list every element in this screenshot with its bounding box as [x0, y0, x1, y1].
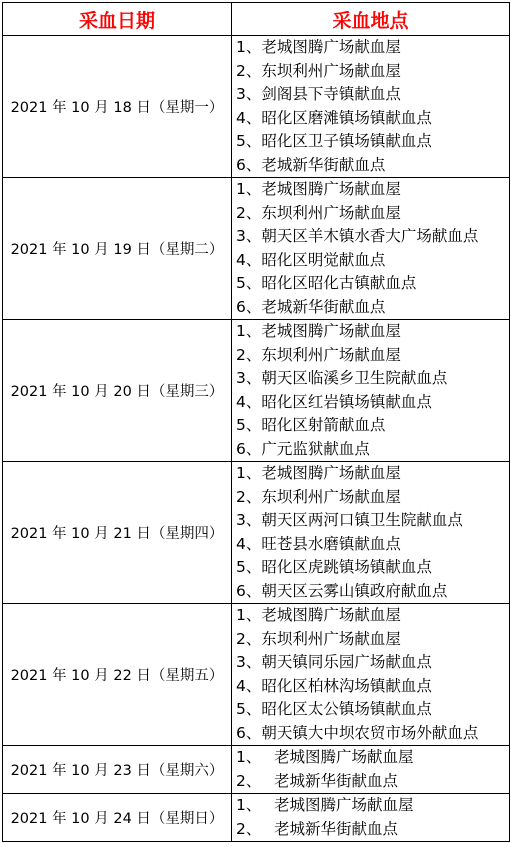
list-item-place-name: 旺苍县水磨镇献血点 [261, 534, 401, 553]
list-item [236, 60, 509, 84]
list-item-place-name: 老城新华街献血点 [274, 819, 399, 838]
collection-date: 2021 年 10 月 23 日（星期六） [3, 746, 232, 794]
list-item-place-name: 老城图腾广场献血屋 [261, 322, 401, 340]
collection-places [232, 320, 510, 462]
list-item-place-name: 朝天区两河口镇卫生院献血点 [261, 511, 463, 529]
list-item-number: 5、 [236, 274, 262, 292]
list-item-place-name: 昭化区卫子镇场镇献血点 [261, 132, 432, 150]
table-row [3, 320, 510, 462]
collection-places [232, 604, 510, 746]
collection-date: 2021 年 10 月 21 日（星期四） [3, 462, 232, 604]
list-item-number: 1、 [236, 38, 262, 56]
list-item-place-name: 东坝利州广场献血屋 [261, 61, 401, 80]
list-item-number: 4、 [236, 108, 262, 127]
list-item-place-name: 剑阁县下寺镇献血点 [261, 85, 401, 103]
list-item [236, 225, 509, 249]
table-row [3, 462, 510, 604]
list-item [236, 296, 509, 320]
list-item [236, 438, 509, 462]
list-item [236, 36, 509, 60]
list-item-number: 4、 [236, 534, 262, 553]
collection-date: 2021 年 10 月 22 日（星期五） [3, 604, 232, 746]
list-item-place-name: 昭化区射箭献血点 [261, 416, 386, 434]
list-item [236, 556, 509, 580]
list-item-number: 6、 [236, 723, 262, 742]
list-item [236, 462, 509, 486]
schedule-body [3, 36, 510, 842]
list-item-number: 2、 [236, 345, 262, 364]
list-item-number: 2、 [236, 61, 262, 80]
collection-date: 2021 年 10 月 18 日（星期一） [3, 36, 232, 178]
list-item-place-name: 老城新华街献血点 [261, 155, 386, 174]
header-row [3, 3, 510, 36]
list-item-place-name: 东坝利州广场献血屋 [261, 203, 401, 222]
list-item [236, 344, 509, 368]
list-item [236, 272, 509, 296]
list-item-number: 6、 [236, 581, 262, 600]
list-item [236, 391, 509, 415]
list-item [236, 486, 509, 510]
table-row [3, 178, 510, 320]
list-item-place-name: 朝天区临溪乡卫生院献血点 [261, 369, 448, 387]
list-item-number: 4、 [236, 392, 262, 411]
list-item-place-name: 朝天镇大中坝农贸市场外献血点 [261, 723, 479, 742]
collection-places [232, 794, 510, 842]
collection-date: 2021 年 10 月 19 日（星期二） [3, 178, 232, 320]
list-item [236, 722, 509, 746]
collection-date: 2021 年 10 月 24 日（星期日） [3, 794, 232, 842]
table-row [3, 604, 510, 746]
blood-collection-schedule-table [2, 2, 510, 842]
list-item-number: 4、 [236, 676, 262, 695]
list-item [236, 249, 509, 273]
list-item [236, 675, 509, 699]
list-item-place-name: 昭化区柏林沟场镇献血点 [261, 676, 432, 695]
list-item-place-name: 老城新华街献血点 [261, 297, 386, 316]
list-item [236, 698, 509, 722]
list-item-place-name: 昭化区明觉献血点 [261, 250, 386, 269]
list-item-number: 5、 [236, 416, 262, 434]
list-item-number: 3、 [236, 511, 262, 529]
list-item-place-name: 昭化区红岩镇场镇献血点 [261, 392, 432, 411]
list-item [236, 628, 509, 652]
list-item-number: 1、 [236, 796, 262, 814]
list-item-place-name: 朝天镇同乐园广场献血点 [261, 653, 432, 671]
list-item-number: 6、 [236, 297, 262, 316]
list-item-place-name: 东坝利州广场献血屋 [261, 345, 401, 364]
collection-places [232, 746, 510, 794]
list-item-number: 1、 [236, 464, 262, 482]
list-item-place-name: 老城图腾广场献血屋 [274, 748, 414, 766]
date-column-header: 采血日期 [3, 3, 232, 36]
list-item [236, 154, 509, 178]
list-item [236, 533, 509, 557]
list-item [236, 604, 509, 628]
list-item [236, 202, 509, 226]
list-item-place-name: 东坝利州广场献血屋 [261, 487, 401, 506]
collection-date: 2021 年 10 月 20 日（星期三） [3, 320, 232, 462]
list-item [236, 414, 509, 438]
list-item [236, 130, 509, 154]
list-item [236, 651, 509, 675]
list-item [236, 509, 509, 533]
list-item-number: 3、 [236, 653, 262, 671]
list-item-number: 2、 [236, 629, 262, 648]
list-item-place-name: 老城新华街献血点 [274, 771, 399, 790]
list-item-place-name: 昭化区昭化古镇献血点 [261, 274, 417, 292]
list-item-number: 2、 [236, 203, 262, 222]
list-item-number: 2、 [236, 771, 262, 790]
list-item [236, 580, 509, 604]
list-item-number: 3、 [236, 369, 262, 387]
list-item-place-name: 老城图腾广场献血屋 [261, 606, 401, 624]
list-item-number: 1、 [236, 180, 262, 198]
list-item-number: 2、 [236, 819, 262, 838]
list-item-number: 1、 [236, 606, 262, 624]
list-item [236, 794, 509, 818]
list-item-number: 6、 [236, 155, 262, 174]
collection-places [232, 462, 510, 604]
list-item-number: 3、 [236, 85, 262, 103]
list-item-place-name: 朝天区羊木镇水香大广场献血点 [261, 227, 479, 245]
list-item-number: 5、 [236, 700, 262, 718]
list-item [236, 107, 509, 131]
table-row [3, 794, 510, 842]
list-item-place-name: 广元监狱献血点 [261, 439, 370, 458]
place-column-header: 采血地点 [232, 3, 510, 36]
list-item-number: 1、 [236, 748, 262, 766]
list-item-place-name: 朝天区云雾山镇政府献血点 [261, 581, 448, 600]
list-item-place-name: 昭化区磨滩镇场镇献血点 [261, 108, 432, 127]
list-item [236, 818, 509, 842]
list-item-place-name: 老城图腾广场献血屋 [261, 464, 401, 482]
collection-places [232, 178, 510, 320]
table-row [3, 36, 510, 178]
list-item-number: 4、 [236, 250, 262, 269]
table-row [3, 746, 510, 794]
list-item [236, 178, 509, 202]
list-item [236, 770, 509, 794]
list-item [236, 746, 509, 770]
list-item-number: 5、 [236, 132, 262, 150]
list-item-number: 6、 [236, 439, 262, 458]
list-item [236, 320, 509, 344]
list-item-number: 2、 [236, 487, 262, 506]
list-item-place-name: 老城图腾广场献血屋 [261, 38, 401, 56]
list-item-place-name: 东坝利州广场献血屋 [261, 629, 401, 648]
list-item-number: 5、 [236, 558, 262, 576]
list-item-place-name: 老城图腾广场献血屋 [274, 796, 414, 814]
collection-places [232, 36, 510, 178]
list-item [236, 83, 509, 107]
list-item-number: 1、 [236, 322, 262, 340]
list-item-place-name: 昭化区虎跳镇场镇献血点 [261, 558, 432, 576]
list-item [236, 367, 509, 391]
list-item-number: 3、 [236, 227, 262, 245]
list-item-place-name: 昭化区太公镇场镇献血点 [261, 700, 432, 718]
list-item-place-name: 老城图腾广场献血屋 [261, 180, 401, 198]
